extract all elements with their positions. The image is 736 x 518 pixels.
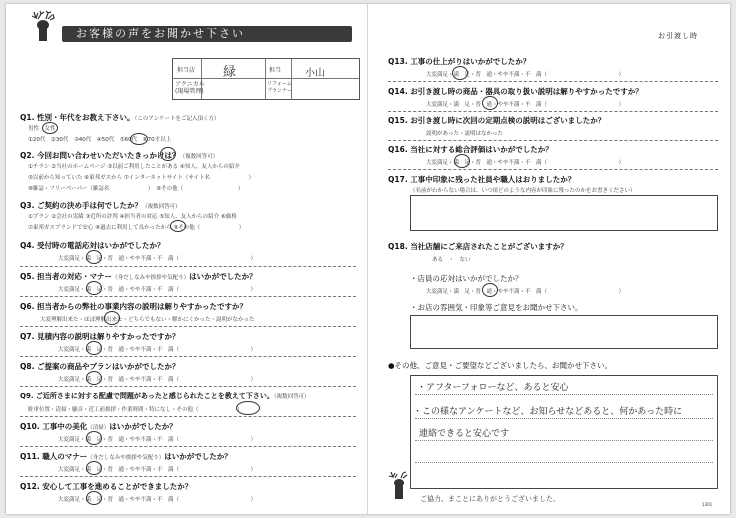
staff-value: 小山	[305, 68, 325, 79]
question-q18a: ・店員の応対はいかがでしたか？	[410, 274, 523, 283]
answer-mark	[160, 147, 176, 161]
answer-mark	[236, 401, 260, 415]
question-q5: Q5. 担当者の対応・マナー（身だしなみや挨拶や気配り）はいかがでしたか？	[20, 272, 257, 281]
rating-scale: 大変満足・満 足・普 通・やや不満・不 満（ ）	[58, 497, 257, 503]
q1-age-options: ①20代 ②30代 ③40代 ④50代 ⑤60代 ⑥70才以上	[28, 137, 172, 143]
q18-answer-box[interactable]	[410, 315, 718, 349]
answer-mark	[86, 341, 102, 355]
q2-options: ①チラシ ②当社のホームページ ③以前ご利用したことがある ④知人、友人からの紹介	[28, 164, 240, 170]
rating-scale: 大変満足・満 足・普 通・やや不満・不 満（ ）	[58, 256, 257, 262]
question-q12: Q12. 安心して工事を進めることができましたか？	[20, 482, 193, 491]
free-comment-title: ●その他、ご意見・ご要望などございましたら、お聞かせ下さい。	[388, 361, 613, 370]
comment-line: ・この様なアンケートなど、お知らせなどあると、何かあった時に	[413, 407, 683, 417]
question-q8: Q8. ご提案の商品やプランはいかがでしたか？	[20, 362, 180, 371]
deer-logo-icon	[386, 470, 412, 500]
q17-note: （名前がわからない場合は、いつ頃どのような内容が印象に残ったのかをお書きください）	[410, 188, 636, 194]
q2-options: ⑤以前から知っていた ⑥東邦ガスから ⑦インターネットサイト（サイト名 ）	[28, 175, 255, 181]
answer-mark	[86, 461, 102, 475]
answer-mark	[482, 96, 498, 110]
q17-answer-box[interactable]	[410, 195, 718, 231]
rating-scale: 大変満足・満 足・普 通・やや不満・不 満（ ）	[58, 377, 257, 383]
staff-label: アクニカル (現場管理)	[175, 81, 205, 95]
staff-label: 担当店	[177, 67, 196, 74]
comment-line: 連絡できると安心です	[419, 429, 510, 439]
staff-label: リフォーム プランナー	[267, 81, 293, 94]
question-q4: Q4. 受付時の電話応対はいかがでしたか？	[20, 241, 165, 250]
answer-mark	[170, 220, 186, 232]
question-q17: Q17. 工事中印象に残った社員や職人はおりましたか？	[388, 175, 576, 184]
question-q13: Q13. 工事の仕上がりはいかがでしたか？	[388, 57, 531, 66]
question-q10: Q10. 工事中の美化（清掃）はいかがでしたか？	[20, 422, 177, 431]
form-code: 1301	[702, 502, 713, 507]
thanks-message: ご協力、まことにありがとうございました。	[420, 495, 560, 503]
answer-mark	[104, 311, 120, 325]
rating-scale: 大変満足・満 足・普 通・やや不満・不 満（ ）	[58, 467, 257, 473]
section-title: お引渡し時	[658, 32, 698, 40]
question-q7: Q7. 見積内容の説明は解りやすかったですか？	[20, 332, 180, 341]
q2-options: ⑧雑誌・フリーペーパー（雑誌名 ） ⑨その他（ ）	[28, 186, 244, 192]
answer-mark	[452, 66, 468, 80]
page-title: お客様の声をお聞かせ下さい	[76, 27, 245, 40]
question-q14: Q14. お引き渡し時の商品・器具の取り扱い説明は解りやすかったですか？	[388, 87, 643, 96]
question-q18: Q18. 当社店舗にご来店されたことがございますか？	[388, 242, 568, 251]
rating-scale: 大変満足・満 足・普 通・やや不満・不 満（ ）	[426, 289, 625, 295]
store-value: 緑	[223, 65, 237, 80]
answer-mark	[42, 122, 58, 134]
rating-scale: 大変満足・満 足・普 通・やや不満・不 満（ ）	[58, 287, 257, 293]
rating-scale: 大変満足・満 足・普 通・やや不満・不 満（ ）	[426, 102, 625, 108]
q18-options: ある ・ ない	[432, 257, 471, 263]
deer-logo-icon	[26, 10, 60, 42]
answer-mark	[130, 133, 148, 145]
question-q6: Q6. 担当者からの弊社の事業内容の説明は解りやすかったですか？	[20, 302, 248, 311]
q15-options: 説明があった・説明はなかった	[426, 131, 503, 137]
answer-mark	[482, 283, 498, 297]
page-spine	[367, 4, 368, 514]
rating-scale: 大変満足・満 足・普 通・やや不満・不 満（ ）	[58, 437, 257, 443]
answer-mark	[86, 250, 102, 264]
q6-options: 大変理解出来た・ほぼ理解出来た・どちらでもない・解かにくかった・説明がなかった	[40, 317, 255, 323]
answer-mark	[86, 491, 102, 505]
survey-sheet	[6, 4, 730, 514]
question-q1: Q1. 性別・年代をお教え下さい。（このアンケートをご記入頂く方）	[20, 113, 220, 122]
rating-scale: 大変満足・満 足・普 通・やや不満・不 満（ ）	[426, 72, 625, 78]
question-q11: Q11. 職人のマナー（身だしなみや挨拶や気配り）はいかがでしたか？	[20, 452, 232, 461]
staff-box	[172, 58, 360, 100]
rating-scale: 大変満足・満 足・普 通・やや不満・不 満（ ）	[426, 160, 625, 166]
answer-mark	[86, 281, 102, 295]
question-q15: Q15. お引き渡し時に次回の定期点検の説明はございましたか？	[388, 116, 606, 125]
question-q3: Q3. ご契約の決め手は何でしたか？（複数回答可）	[20, 201, 181, 210]
q3-options: ⑦東邦ガスブランドで安心 ⑧過去に利用して良かったから ⑨その他（ ）	[28, 225, 245, 231]
question-q9: Q9. ご近所さまに対する配慮で問題があったと感じられたことを教えて下さい。（複数回答可）	[20, 392, 310, 400]
question-q16: Q16. 当社に対する総合評価はいかがでしたか？	[388, 145, 553, 154]
question-q18b: ・お店の雰囲気・印象等ご意見をお聞かせ下さい。	[410, 303, 583, 312]
q3-options: ①プラン ②会社の実績 ③近所の評判 ④担当者の対応 ⑤知人、友人からの紹介 ⑥価格	[28, 214, 237, 220]
rating-scale: 大変満足・満 足・普 通・やや不満・不 満（ ）	[58, 347, 257, 353]
q9-options: 駐車位置・清掃・騒音・近工前挨拶・作業時間・特になし・その他（ ）	[28, 407, 243, 413]
answer-mark	[86, 371, 102, 385]
answer-mark	[454, 154, 470, 168]
q1-gender-options: 男性 女性	[28, 126, 56, 132]
question-q2: Q2. 今回お問い合わせいただいたきっかけは？（複数回答可）	[20, 151, 219, 160]
answer-mark	[86, 431, 102, 445]
free-comment-box[interactable]	[410, 375, 718, 489]
staff-label: 担当	[269, 67, 282, 74]
comment-line: ・アフターフォローなど、あると安心	[417, 383, 569, 393]
